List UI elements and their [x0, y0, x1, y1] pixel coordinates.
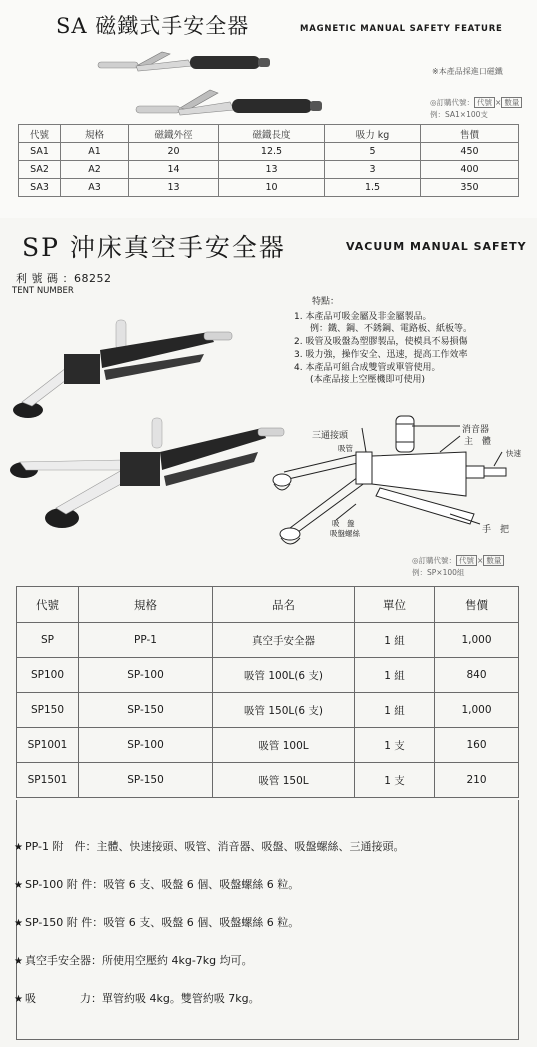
sa-col-length: 磁鐵長度	[219, 125, 325, 143]
note-text: 主體、快速接頭、吸管、消音器、吸盤、吸盤螺絲、三通接頭。	[96, 840, 405, 853]
sp-col-code: 代號	[17, 587, 79, 623]
table-row	[19, 143, 519, 161]
star-icon: ★	[14, 994, 23, 1005]
sa-order-box-code: 代號	[474, 97, 495, 108]
note-label: PP-1 附 件：	[24, 840, 97, 853]
sp-order-info	[412, 555, 504, 579]
note-label: 吸 力：	[24, 992, 102, 1005]
sa-order-box-qty: 數量	[501, 97, 522, 108]
feature-item: (本產品接上空壓機即可使用)	[310, 375, 426, 386]
diagram-label-cup-screw: 吸盤螺絲	[330, 529, 360, 538]
sp-price-table	[16, 586, 519, 798]
cell: 吸管 150L(6 支)	[213, 693, 355, 728]
diagram-label-body: 主 體	[464, 437, 492, 447]
diagram-label-tee: 三通接頭	[312, 431, 349, 441]
sa-section	[0, 0, 537, 218]
sa-tool-upper	[98, 52, 270, 71]
feature-item: 例：鐵、鋼、不銹鋼、電路板、紙板等。	[310, 324, 473, 335]
cell: SA1	[19, 143, 61, 161]
table-row	[19, 161, 519, 179]
cell: 吸管 100L(6 支)	[213, 658, 355, 693]
table-row	[17, 763, 519, 798]
sp-order-example: 例：SP×100組	[412, 568, 465, 577]
cell: SP-100	[79, 658, 213, 693]
sp-patent: 利 號 碼 ：68252	[16, 272, 112, 285]
table-row	[17, 693, 519, 728]
cell: 3	[325, 161, 421, 179]
cell: 10	[219, 179, 325, 197]
star-icon: ★	[14, 918, 23, 929]
diagram-label-hose: 吸管	[338, 444, 353, 453]
cell: 吸管 100L	[213, 728, 355, 763]
cell: A3	[61, 179, 129, 197]
cell: 1 支	[355, 763, 435, 798]
sp-code: SP	[22, 233, 60, 262]
cell: 840	[435, 658, 519, 693]
cell: 1 組	[355, 693, 435, 728]
sa-title	[56, 10, 249, 40]
sp-title-en: VACUUM MANUAL SAFETY	[346, 240, 527, 253]
sa-table-header-row	[19, 125, 519, 143]
sa-product-photo	[92, 44, 332, 126]
sp-col-name: 品名	[213, 587, 355, 623]
star-icon: ★	[14, 880, 23, 891]
sp-title	[22, 228, 286, 264]
table-row	[17, 658, 519, 693]
sa-order-prefix: ◎訂購代號：	[430, 98, 475, 107]
cell: PP-1	[79, 623, 213, 658]
sa-col-force: 吸力 kg	[325, 125, 421, 143]
cell: 1,000	[435, 623, 519, 658]
sp-features	[294, 296, 534, 387]
cell: 1 組	[355, 623, 435, 658]
sa-title-cn: 磁鐵式手安全器	[95, 14, 250, 38]
diagram-label-cup: 吸 盤	[332, 519, 355, 528]
cell: A1	[61, 143, 129, 161]
cell: 吸管 150L	[213, 763, 355, 798]
cell: SP1501	[17, 763, 79, 798]
sa-code: SA	[56, 14, 88, 38]
star-icon: ★	[14, 956, 23, 967]
cell: 400	[421, 161, 519, 179]
note-item	[14, 914, 299, 930]
cell: 1 組	[355, 658, 435, 693]
note-item	[14, 838, 404, 854]
note-label: SP-100 附 件：	[24, 878, 104, 891]
cell: 13	[219, 161, 325, 179]
sa-col-code: 代號	[19, 125, 61, 143]
table-row	[17, 623, 519, 658]
note-text: 吸管 6 支、吸盤 6 個、吸盤螺絲 6 粒。	[103, 878, 300, 891]
note-item	[14, 952, 253, 968]
sp-order-box-code: 代號	[456, 555, 477, 566]
cell: 1,000	[435, 693, 519, 728]
cell: 1 支	[355, 728, 435, 763]
sp-order-times: ×	[477, 556, 484, 565]
sp-unit-upper	[13, 320, 232, 418]
cell: SP	[17, 623, 79, 658]
cell: SA2	[19, 161, 61, 179]
cell: SP-150	[79, 693, 213, 728]
cell: SA3	[19, 179, 61, 197]
cell: A2	[61, 161, 129, 179]
sa-price-table	[18, 124, 519, 197]
note-item	[14, 876, 299, 892]
cell: 350	[421, 179, 519, 197]
cell: SP1001	[17, 728, 79, 763]
cell: 真空手安全器	[213, 623, 355, 658]
cell: 12.5	[219, 143, 325, 161]
sa-col-diameter: 磁鐵外徑	[129, 125, 219, 143]
sp-order-box-qty: 數量	[483, 555, 504, 566]
diagram-label-muffler: 消音器	[462, 425, 490, 435]
diagram-label-handle: 手 把	[482, 525, 510, 535]
sa-order-example: 例：SA1×100支	[430, 110, 488, 119]
sa-title-en: MAGNETIC MANUAL SAFETY FEATURE	[300, 24, 503, 34]
feature-item: 2. 吸管及吸盤為塑膠製品，使模具不易損傷	[294, 337, 468, 348]
feature-item: 3. 吸力強，操作安全、迅速，提高工作效率	[294, 349, 468, 360]
cell: SP100	[17, 658, 79, 693]
sa-tool-lower	[136, 90, 322, 115]
star-icon: ★	[14, 842, 23, 853]
cell: 5	[325, 143, 421, 161]
note-text: 吸管 6 支、吸盤 6 個、吸盤螺絲 6 粒。	[103, 916, 300, 929]
note-text: 單管約吸 4kg。雙管約吸 7kg。	[101, 992, 260, 1005]
sa-note: ※本產品採進口磁鐵	[432, 67, 503, 76]
note-item	[14, 990, 260, 1006]
note-label: SP-150 附 件：	[24, 916, 104, 929]
sp-col-unit: 單位	[355, 587, 435, 623]
sa-col-spec: 規格	[61, 125, 129, 143]
sp-section	[0, 218, 537, 1047]
note-text: 所使用空壓約 4kg-7kg 均可。	[101, 954, 253, 967]
cell: SP150	[17, 693, 79, 728]
sa-order-info	[430, 97, 522, 121]
sp-unit-lower	[10, 418, 284, 528]
cell: 20	[129, 143, 219, 161]
sp-patent-en: TENT NUMBER	[12, 286, 74, 296]
sp-col-spec: 規格	[79, 587, 213, 623]
sp-product-photo	[4, 310, 290, 540]
cell: 14	[129, 161, 219, 179]
table-row	[17, 728, 519, 763]
diagram-label-coupler: 快速	[506, 449, 521, 458]
cell: 210	[435, 763, 519, 798]
cell: 160	[435, 728, 519, 763]
sp-title-cn: 沖床真空手安全器	[69, 233, 286, 262]
sp-col-price: 售價	[435, 587, 519, 623]
note-label: 真空手安全器：	[24, 954, 102, 967]
table-row	[19, 179, 519, 197]
sp-table-header-row	[17, 587, 519, 623]
feature-item: 4. 本產品可組合成雙管或單管使用。	[294, 362, 441, 373]
sa-col-price: 售價	[421, 125, 519, 143]
sp-order-prefix: ◎訂購代號：	[412, 556, 457, 565]
cell: 1.5	[325, 179, 421, 197]
features-heading: 特點：	[312, 297, 340, 307]
cell: SP-100	[79, 728, 213, 763]
cell: 13	[129, 179, 219, 197]
cell: SP-150	[79, 763, 213, 798]
feature-item: 1. 本產品可吸金屬及非金屬製品。	[294, 311, 432, 322]
cell: 450	[421, 143, 519, 161]
sa-order-times: ×	[495, 98, 502, 107]
